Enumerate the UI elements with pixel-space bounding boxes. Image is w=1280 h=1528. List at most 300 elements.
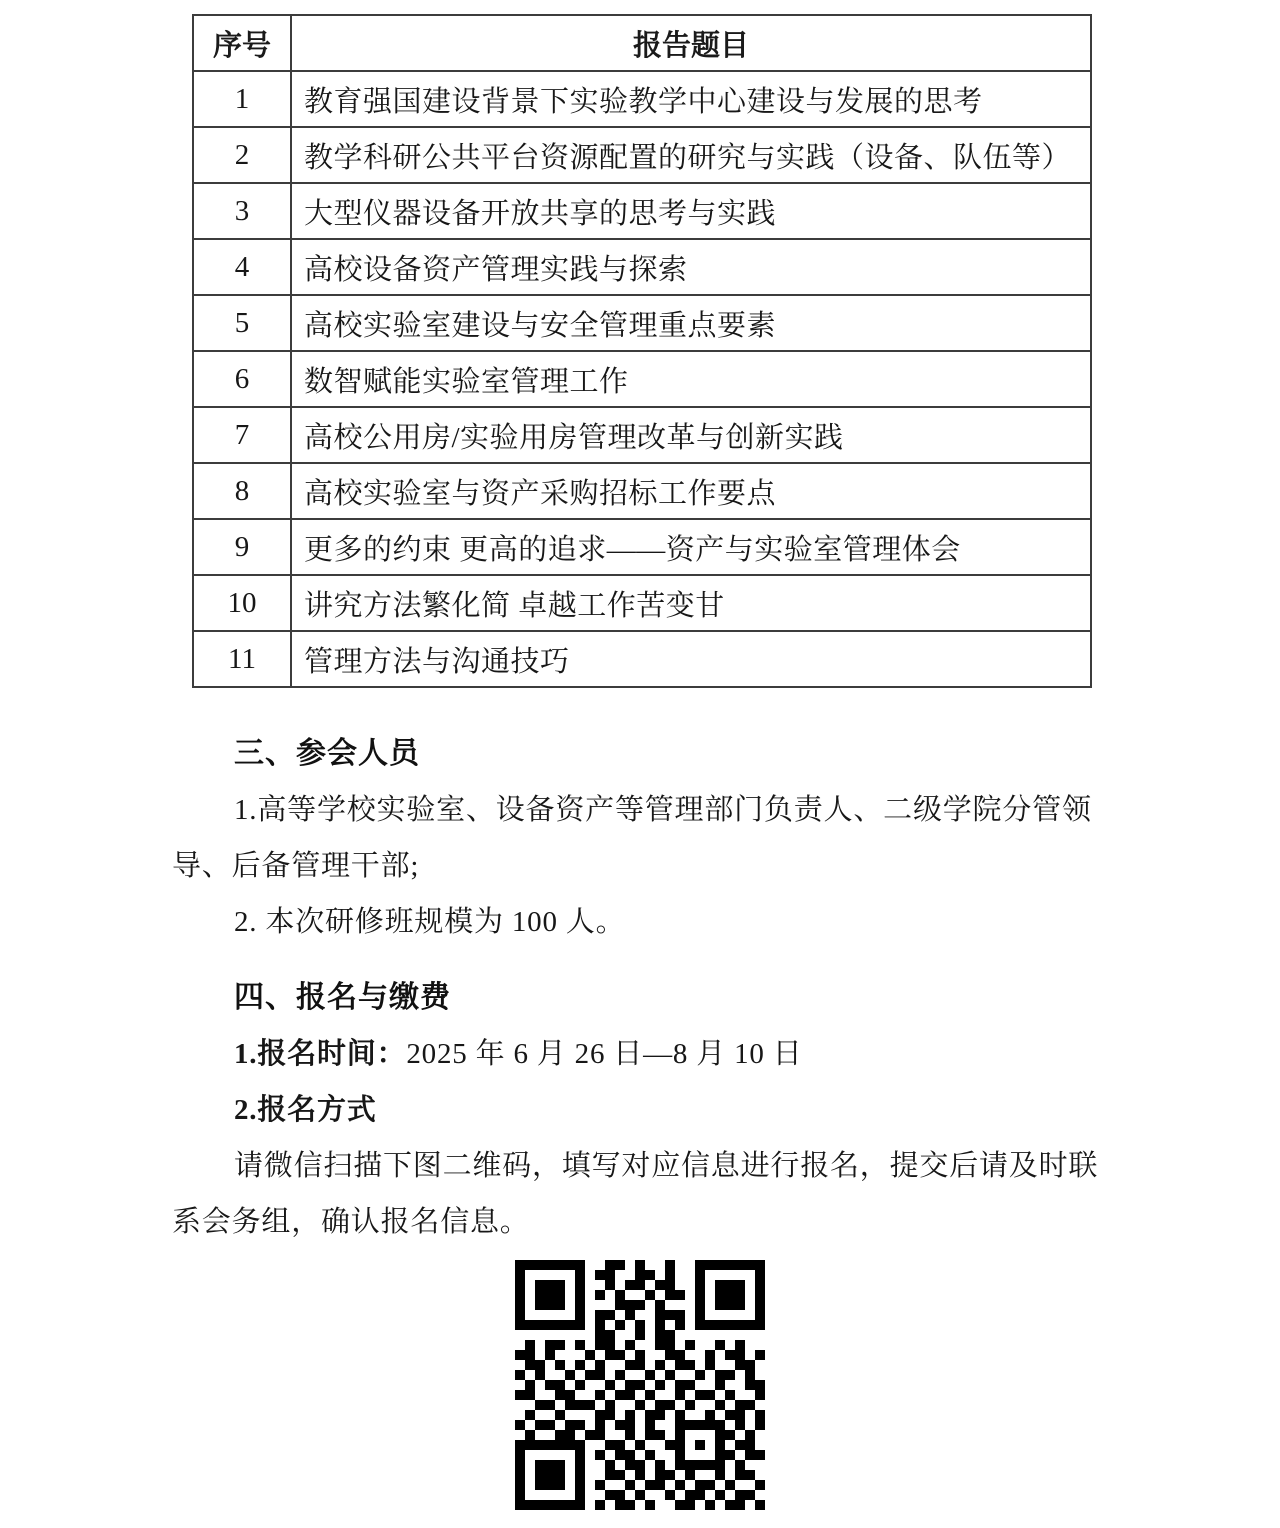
qr-module [625, 1410, 635, 1420]
qr-module [695, 1470, 705, 1480]
qr-module [605, 1440, 615, 1450]
qr-module [715, 1440, 725, 1450]
qr-module [595, 1270, 605, 1280]
qr-module [535, 1470, 545, 1480]
qr-module [675, 1490, 685, 1500]
qr-module [685, 1270, 695, 1280]
qr-module [575, 1370, 585, 1380]
row-number: 6 [193, 351, 291, 407]
qr-module [685, 1330, 695, 1340]
qr-module [675, 1330, 685, 1340]
qr-module [745, 1480, 755, 1490]
table-row [193, 463, 1091, 519]
qr-module [585, 1490, 595, 1500]
qr-module [515, 1400, 525, 1410]
table-row [193, 295, 1091, 351]
qr-module [605, 1470, 615, 1480]
qr-module [545, 1450, 555, 1460]
qr-module [685, 1400, 695, 1410]
qr-module [545, 1310, 555, 1320]
row-title: 更多的约束 更高的追求——资产与实验室管理体会 [291, 519, 1091, 575]
qr-module [565, 1470, 575, 1480]
qr-module [735, 1310, 745, 1320]
qr-module [625, 1420, 635, 1430]
qr-module [515, 1360, 525, 1370]
qr-module [655, 1420, 665, 1430]
qr-module [535, 1270, 545, 1280]
qr-module [585, 1400, 595, 1410]
qr-module [745, 1430, 755, 1440]
qr-module [755, 1430, 765, 1440]
qr-module [715, 1300, 725, 1310]
qr-module [605, 1340, 615, 1350]
qr-module [725, 1460, 735, 1470]
qr-module [545, 1420, 555, 1430]
qr-module [635, 1490, 645, 1500]
qr-module [635, 1300, 645, 1310]
qr-module [665, 1360, 675, 1370]
qr-module [645, 1310, 655, 1320]
qr-module [515, 1460, 525, 1470]
qr-module [735, 1360, 745, 1370]
qr-module [745, 1380, 755, 1390]
qr-module [725, 1480, 735, 1490]
qr-module [745, 1390, 755, 1400]
registration-time-value: 2025 年 6 月 26 日—8 月 10 日 [406, 1038, 803, 1070]
qr-module [615, 1410, 625, 1420]
qr-module [715, 1380, 725, 1390]
qr-module [725, 1300, 735, 1310]
qr-module [715, 1350, 725, 1360]
qr-module [725, 1310, 735, 1320]
qr-module [645, 1470, 655, 1480]
qr-module [615, 1320, 625, 1330]
qr-module [575, 1260, 585, 1270]
qr-module [595, 1280, 605, 1290]
qr-module [555, 1370, 565, 1380]
qr-module [595, 1450, 605, 1460]
qr-module [565, 1450, 575, 1460]
qr-module [745, 1280, 755, 1290]
qr-module [705, 1380, 715, 1390]
qr-module [585, 1260, 595, 1270]
qr-module [625, 1290, 635, 1300]
qr-module [535, 1410, 545, 1420]
qr-module [545, 1390, 555, 1400]
qr-module [665, 1340, 675, 1350]
qr-module [575, 1330, 585, 1340]
qr-module [715, 1450, 725, 1460]
qr-module [565, 1380, 575, 1390]
qr-module [605, 1400, 615, 1410]
qr-module [745, 1310, 755, 1320]
row-number: 8 [193, 463, 291, 519]
qr-module [625, 1310, 635, 1320]
qr-module [545, 1430, 555, 1440]
qr-module [535, 1360, 545, 1370]
qr-module [565, 1350, 575, 1360]
qr-module [575, 1420, 585, 1430]
qr-module [715, 1310, 725, 1320]
qr-module [725, 1490, 735, 1500]
qr-module [635, 1350, 645, 1360]
qr-module [545, 1500, 555, 1510]
qr-module [725, 1440, 735, 1450]
qr-module [545, 1470, 555, 1480]
qr-module [645, 1440, 655, 1450]
qr-module [735, 1400, 745, 1410]
qr-module [635, 1330, 645, 1340]
qr-module [515, 1420, 525, 1430]
qr-module [755, 1480, 765, 1490]
qr-module [645, 1270, 655, 1280]
qr-module [715, 1490, 725, 1500]
qr-module [515, 1290, 525, 1300]
qr-module [675, 1370, 685, 1380]
qr-module [565, 1370, 575, 1380]
qr-module [745, 1270, 755, 1280]
qr-module [705, 1470, 715, 1480]
qr-module [735, 1260, 745, 1270]
qr-module [565, 1280, 575, 1290]
qr-module [695, 1270, 705, 1280]
qr-module [655, 1290, 665, 1300]
qr-module [615, 1470, 625, 1480]
qr-module [535, 1290, 545, 1300]
qr-module [575, 1310, 585, 1320]
qr-module [525, 1340, 535, 1350]
qr-module [755, 1380, 765, 1390]
qr-module [585, 1440, 595, 1450]
qr-module [555, 1280, 565, 1290]
table-row [193, 519, 1091, 575]
qr-module [635, 1260, 645, 1270]
qr-module [655, 1440, 665, 1450]
qr-module [585, 1390, 595, 1400]
qr-module [655, 1370, 665, 1380]
qr-module [515, 1350, 525, 1360]
qr-module [685, 1390, 695, 1400]
qr-module [755, 1310, 765, 1320]
qr-module [745, 1440, 755, 1450]
qr-module [705, 1490, 715, 1500]
qr-module [575, 1480, 585, 1490]
qr-module [755, 1370, 765, 1380]
qr-module [535, 1500, 545, 1510]
qr-module [555, 1470, 565, 1480]
qr-module [605, 1430, 615, 1440]
section-registration-heading: 四、报名与缴费 [234, 981, 451, 1014]
qr-module [635, 1380, 645, 1390]
qr-module [645, 1300, 655, 1310]
registration-instructions-line-2: 系会务组，确认报名信息。 [172, 1206, 530, 1238]
qr-module [565, 1420, 575, 1430]
qr-module [605, 1370, 615, 1380]
row-title: 高校公用房/实验用房管理改革与创新实践 [291, 407, 1091, 463]
row-title: 教育强国建设背景下实验教学中心建设与发展的思考 [291, 71, 1091, 127]
qr-module [595, 1370, 605, 1380]
qr-module [715, 1430, 725, 1440]
qr-module [715, 1400, 725, 1410]
qr-module [695, 1400, 705, 1410]
qr-module [615, 1350, 625, 1360]
qr-module [645, 1360, 655, 1370]
qr-module [585, 1340, 595, 1350]
qr-module [665, 1370, 675, 1380]
qr-module [745, 1260, 755, 1270]
qr-module [615, 1440, 625, 1450]
qr-module [755, 1470, 765, 1480]
qr-module [675, 1440, 685, 1450]
qr-module [585, 1430, 595, 1440]
row-number: 11 [193, 631, 291, 687]
qr-module [665, 1300, 675, 1310]
qr-module [565, 1290, 575, 1300]
qr-module [735, 1450, 745, 1460]
qr-module [575, 1500, 585, 1510]
row-title: 大型仪器设备开放共享的思考与实践 [291, 183, 1091, 239]
qr-module [665, 1400, 675, 1410]
qr-module [665, 1460, 675, 1470]
qr-module [535, 1330, 545, 1340]
qr-module [595, 1390, 605, 1400]
qr-module [755, 1260, 765, 1270]
qr-module [565, 1390, 575, 1400]
qr-module [695, 1480, 705, 1490]
row-title: 高校设备资产管理实践与探索 [291, 239, 1091, 295]
row-number: 5 [193, 295, 291, 351]
qr-module [535, 1400, 545, 1410]
qr-module [695, 1410, 705, 1420]
qr-module [595, 1410, 605, 1420]
qr-module [595, 1460, 605, 1470]
qr-module [715, 1500, 725, 1510]
qr-module [705, 1350, 715, 1360]
qr-module [605, 1410, 615, 1420]
qr-module [745, 1410, 755, 1420]
qr-module [625, 1440, 635, 1450]
qr-module [535, 1350, 545, 1360]
qr-module [645, 1410, 655, 1420]
qr-module [575, 1410, 585, 1420]
qr-module [735, 1480, 745, 1490]
qr-module [695, 1420, 705, 1430]
qr-module [695, 1440, 705, 1450]
qr-module [615, 1330, 625, 1340]
qr-module [535, 1310, 545, 1320]
qr-module [715, 1410, 725, 1420]
qr-module [735, 1290, 745, 1300]
qr-module [545, 1490, 555, 1500]
qr-module [645, 1280, 655, 1290]
qr-module [655, 1500, 665, 1510]
qr-module [645, 1400, 655, 1410]
qr-module [515, 1300, 525, 1310]
qr-module [535, 1260, 545, 1270]
qr-module [705, 1290, 715, 1300]
qr-module [755, 1420, 765, 1430]
qr-module [615, 1260, 625, 1270]
qr-module [675, 1470, 685, 1480]
qr-module [615, 1480, 625, 1490]
qr-module [685, 1460, 695, 1470]
qr-module [735, 1460, 745, 1470]
qr-module [665, 1270, 675, 1280]
registration-time-label: 1.报名时间： [234, 1038, 407, 1070]
qr-module [645, 1480, 655, 1490]
qr-module [685, 1450, 695, 1460]
row-number: 1 [193, 71, 291, 127]
qr-module [715, 1340, 725, 1350]
qr-module [635, 1500, 645, 1510]
qr-module [655, 1480, 665, 1490]
qr-module [745, 1340, 755, 1350]
qr-module [625, 1350, 635, 1360]
qr-module [675, 1350, 685, 1360]
qr-module [525, 1440, 535, 1450]
qr-module [585, 1330, 595, 1340]
qr-module [725, 1350, 735, 1360]
qr-module [715, 1330, 725, 1340]
qr-module [555, 1290, 565, 1300]
qr-module [745, 1290, 755, 1300]
qr-module [635, 1480, 645, 1490]
qr-module [595, 1480, 605, 1490]
qr-module [515, 1280, 525, 1290]
qr-module [545, 1340, 555, 1350]
qr-module [595, 1430, 605, 1440]
qr-module [675, 1460, 685, 1470]
qr-module [575, 1490, 585, 1500]
qr-module [645, 1380, 655, 1390]
qr-module [515, 1480, 525, 1490]
qr-module [585, 1300, 595, 1310]
qr-module [665, 1500, 675, 1510]
qr-module [595, 1290, 605, 1300]
qr-module [695, 1330, 705, 1340]
qr-module [545, 1410, 555, 1420]
qr-module [545, 1380, 555, 1390]
qr-module [585, 1280, 595, 1290]
row-number: 10 [193, 575, 291, 631]
qr-module [645, 1370, 655, 1380]
qr-module [735, 1340, 745, 1350]
qr-module [535, 1430, 545, 1440]
qr-module [625, 1280, 635, 1290]
qr-module [635, 1280, 645, 1290]
qr-module [675, 1260, 685, 1270]
qr-module [605, 1420, 615, 1430]
qr-module [755, 1360, 765, 1370]
qr-module [705, 1360, 715, 1370]
qr-module [515, 1430, 525, 1440]
qr-module [555, 1300, 565, 1310]
qr-module [565, 1400, 575, 1410]
qr-module [615, 1400, 625, 1410]
qr-module [515, 1270, 525, 1280]
qr-module [745, 1370, 755, 1380]
qr-module [735, 1390, 745, 1400]
qr-module [745, 1450, 755, 1460]
qr-module [675, 1270, 685, 1280]
qr-module [525, 1410, 535, 1420]
qr-module [735, 1490, 745, 1500]
qr-module [665, 1390, 675, 1400]
qr-module [515, 1260, 525, 1270]
qr-module [525, 1360, 535, 1370]
qr-module [555, 1350, 565, 1360]
qr-module [715, 1470, 725, 1480]
qr-module [565, 1430, 575, 1440]
qr-module [745, 1300, 755, 1310]
qr-module [585, 1460, 595, 1470]
qr-module [655, 1450, 665, 1460]
qr-module [745, 1330, 755, 1340]
qr-module [705, 1330, 715, 1340]
qr-module [595, 1300, 605, 1310]
qr-module [565, 1480, 575, 1490]
row-number: 3 [193, 183, 291, 239]
qr-module [725, 1280, 735, 1290]
qr-module [695, 1500, 705, 1510]
qr-module [715, 1360, 725, 1370]
qr-module [695, 1320, 705, 1330]
qr-module [575, 1290, 585, 1300]
qr-module [605, 1290, 615, 1300]
qr-module [625, 1340, 635, 1350]
qr-module [595, 1440, 605, 1450]
qr-module [575, 1350, 585, 1360]
qr-module [675, 1360, 685, 1370]
qr-module [725, 1340, 735, 1350]
qr-module [685, 1320, 695, 1330]
qr-module [615, 1290, 625, 1300]
qr-module [715, 1480, 725, 1490]
qr-module [725, 1450, 735, 1460]
qr-module [665, 1320, 675, 1330]
qr-module [755, 1340, 765, 1350]
qr-module [755, 1440, 765, 1450]
qr-module [515, 1310, 525, 1320]
qr-module [675, 1310, 685, 1320]
qr-module [515, 1450, 525, 1460]
qr-module [725, 1390, 735, 1400]
qr-module [745, 1500, 755, 1510]
qr-module [555, 1360, 565, 1370]
qr-module [525, 1290, 535, 1300]
qr-module [625, 1320, 635, 1330]
qr-module [515, 1500, 525, 1510]
qr-module [715, 1390, 725, 1400]
qr-module [715, 1420, 725, 1430]
qr-module [565, 1320, 575, 1330]
qr-module [635, 1410, 645, 1420]
qr-module [645, 1350, 655, 1360]
qr-module [705, 1430, 715, 1440]
qr-module [735, 1320, 745, 1330]
qr-module [705, 1390, 715, 1400]
qr-module [535, 1390, 545, 1400]
qr-module [735, 1370, 745, 1380]
qr-module [645, 1260, 655, 1270]
qr-module [615, 1370, 625, 1380]
qr-module [635, 1400, 645, 1410]
qr-module [695, 1260, 705, 1270]
qr-module [635, 1340, 645, 1350]
qr-module [555, 1400, 565, 1410]
qr-module [525, 1420, 535, 1430]
qr-module [605, 1500, 615, 1510]
